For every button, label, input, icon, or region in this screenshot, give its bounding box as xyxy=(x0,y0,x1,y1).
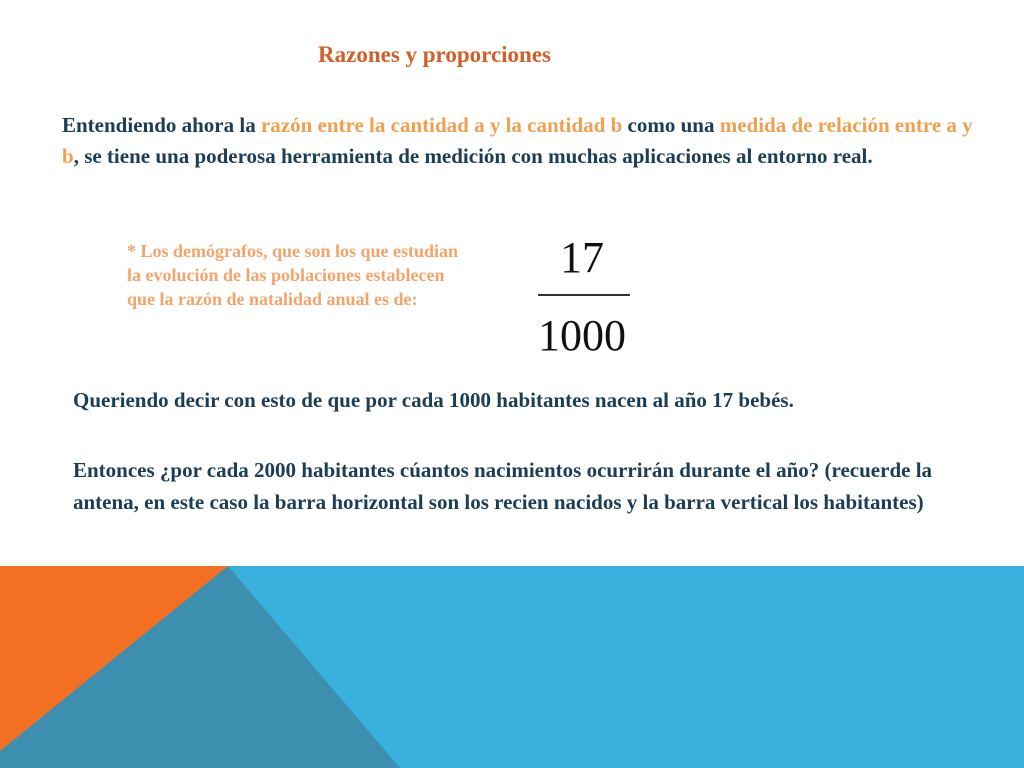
fraction-numerator: 17 xyxy=(560,233,604,282)
question-paragraph: Entonces ¿por cada 2000 habitantes cúantos nacimientos ocurrirán durante el año? (recuerde la antena, en este caso la barra horizontal son los recien nacidos y la barra vertical los habitantes) xyxy=(73,458,933,514)
slide-title: Razones y proporciones xyxy=(318,42,551,67)
intro-highlight-razon: razón entre la cantidad a y la cantidad b xyxy=(260,113,623,137)
intro-paragraph xyxy=(62,110,992,172)
decorative-bottom-band xyxy=(0,566,1024,768)
intro-text-3: , se tiene una poderosa herramienta de medición con muchas aplicaciones al entorno real. xyxy=(73,144,873,168)
intro-text-2: como una xyxy=(622,113,720,137)
fraction-bar xyxy=(538,294,630,296)
intro-highlight-medida: medida de relación entre a y b xyxy=(62,113,973,168)
fraction-denominator: 1000 xyxy=(538,311,626,360)
intro-text-1: Entendiendo ahora la xyxy=(62,113,261,137)
birth-rate-fraction xyxy=(530,232,634,362)
demographers-note: * Los demógrafos, que son los que estudian la evolución de las poblaciones establecen que la razón de natalidad anual es de: xyxy=(127,241,459,309)
meaning-paragraph: Queriendo decir con esto de que por cada 1000 habitantes nacen al año 17 bebés. xyxy=(73,388,794,412)
